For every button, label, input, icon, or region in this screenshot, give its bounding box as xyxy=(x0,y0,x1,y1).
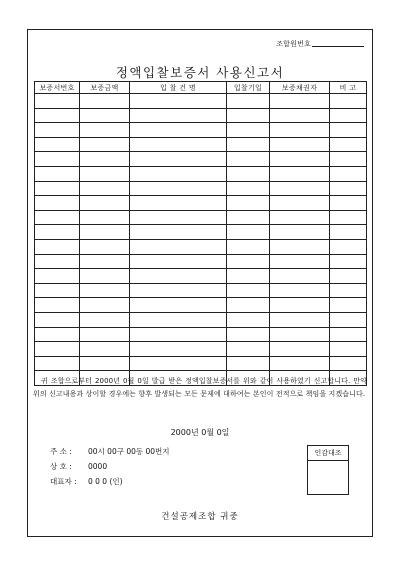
table-row xyxy=(35,283,367,298)
company-row xyxy=(50,459,170,474)
table-header-row xyxy=(35,82,367,94)
table-cell[interactable] xyxy=(227,123,270,138)
table-cell[interactable] xyxy=(330,327,367,342)
table-cell[interactable] xyxy=(330,342,367,357)
table-row xyxy=(35,298,367,313)
table-cell[interactable] xyxy=(130,166,227,181)
table-cell[interactable] xyxy=(227,94,270,109)
table-cell[interactable] xyxy=(227,196,270,211)
table-cell[interactable] xyxy=(270,269,330,284)
table-cell[interactable] xyxy=(330,298,367,313)
representative-value: 0 0 0 (인) xyxy=(88,477,123,486)
table-cell[interactable] xyxy=(330,123,367,138)
table-cell[interactable] xyxy=(80,196,130,211)
table-cell[interactable] xyxy=(130,269,227,284)
table-row xyxy=(35,225,367,240)
member-number-field xyxy=(276,39,364,49)
table-cell[interactable] xyxy=(35,312,80,327)
recipient-footer: 건설공제조합 귀중 xyxy=(161,512,239,522)
form-frame xyxy=(27,29,373,537)
table-cell[interactable] xyxy=(35,108,80,123)
table-row xyxy=(35,327,367,342)
table-cell[interactable] xyxy=(227,283,270,298)
table-cell[interactable] xyxy=(130,225,227,240)
member-number-label: 조합원번호 xyxy=(276,40,311,48)
usage-table xyxy=(34,81,367,386)
table-cell[interactable] xyxy=(270,298,330,313)
table-cell[interactable] xyxy=(130,327,227,342)
table-cell[interactable] xyxy=(80,327,130,342)
table-cell[interactable] xyxy=(330,196,367,211)
table-row xyxy=(35,137,367,152)
table-cell[interactable] xyxy=(130,152,227,167)
table-cell[interactable] xyxy=(35,254,80,269)
declaration-body: 귀 조합으로부터 2000년 0월 0일 발급 받은 정액입찰보증서를 위와 같이 사용하였기 신고합니다. 만약 위의 신고내용과 상이할 경우에는 향후 발생되는 모든 문제에 대하여는 본인이 전적으로 책임을 지겠습니다. xyxy=(33,377,367,398)
table-cell[interactable] xyxy=(227,298,270,313)
report-date: 2000년 0월 0일 xyxy=(170,428,230,437)
table-cell[interactable] xyxy=(270,225,330,240)
table-cell[interactable] xyxy=(270,196,330,211)
table-cell[interactable] xyxy=(35,356,80,371)
table-cell[interactable] xyxy=(270,356,330,371)
table-cell[interactable] xyxy=(80,342,130,357)
member-number-blank[interactable] xyxy=(312,46,364,47)
table-row xyxy=(35,94,367,109)
table-cell[interactable] xyxy=(130,342,227,357)
table-row xyxy=(35,108,367,123)
table-cell[interactable] xyxy=(270,283,330,298)
table-cell[interactable] xyxy=(35,152,80,167)
table-body xyxy=(35,94,367,386)
table-cell[interactable] xyxy=(80,298,130,313)
table-cell[interactable] xyxy=(80,254,130,269)
table-cell[interactable] xyxy=(330,181,367,196)
table-cell[interactable] xyxy=(330,137,367,152)
seal-verification-label: 인감대조 xyxy=(308,446,348,461)
address-label: 주 소 : xyxy=(50,447,72,456)
table-cell[interactable] xyxy=(130,356,227,371)
table-row xyxy=(35,254,367,269)
applicant-info xyxy=(50,444,170,489)
table-cell[interactable] xyxy=(227,225,270,240)
table-cell[interactable] xyxy=(130,298,227,313)
table-cell[interactable] xyxy=(80,312,130,327)
table-cell[interactable] xyxy=(130,108,227,123)
table-cell[interactable] xyxy=(330,254,367,269)
table-row xyxy=(35,356,367,371)
table-cell[interactable] xyxy=(35,327,80,342)
table-cell[interactable] xyxy=(80,94,130,109)
table-cell[interactable] xyxy=(330,312,367,327)
table-row xyxy=(35,152,367,167)
representative-row xyxy=(50,474,170,489)
table-cell[interactable] xyxy=(80,137,130,152)
table-cell[interactable] xyxy=(130,254,227,269)
table-cell[interactable] xyxy=(80,166,130,181)
table-cell[interactable] xyxy=(130,210,227,225)
header-creditor: 보증채권자 xyxy=(270,82,330,94)
table-cell[interactable] xyxy=(130,123,227,138)
table-cell[interactable] xyxy=(270,210,330,225)
table-cell[interactable] xyxy=(270,137,330,152)
table-cell[interactable] xyxy=(35,196,80,211)
table-row xyxy=(35,342,367,357)
table-cell[interactable] xyxy=(80,123,130,138)
form-title: 정액입찰보증서 사용신고서 xyxy=(115,65,285,80)
table-cell[interactable] xyxy=(35,210,80,225)
header-bid-date: 입찰기일 xyxy=(227,82,270,94)
table-cell[interactable] xyxy=(35,269,80,284)
address-row xyxy=(50,444,170,459)
table-cell[interactable] xyxy=(35,181,80,196)
table-cell[interactable] xyxy=(227,239,270,254)
table-cell[interactable] xyxy=(330,283,367,298)
table-cell[interactable] xyxy=(80,210,130,225)
company-label: 상 호 : xyxy=(50,462,72,471)
table-cell[interactable] xyxy=(227,108,270,123)
table-cell[interactable] xyxy=(227,210,270,225)
table-cell[interactable] xyxy=(330,356,367,371)
table-cell[interactable] xyxy=(330,239,367,254)
table-cell[interactable] xyxy=(270,108,330,123)
table-cell[interactable] xyxy=(35,283,80,298)
table-cell[interactable] xyxy=(227,356,270,371)
table-cell[interactable] xyxy=(270,312,330,327)
table-cell[interactable] xyxy=(130,239,227,254)
table-cell[interactable] xyxy=(330,210,367,225)
table-cell[interactable] xyxy=(227,137,270,152)
table-cell[interactable] xyxy=(270,123,330,138)
table-cell[interactable] xyxy=(80,108,130,123)
table-cell[interactable] xyxy=(80,239,130,254)
table-row xyxy=(35,269,367,284)
table-cell[interactable] xyxy=(227,152,270,167)
table-cell[interactable] xyxy=(330,269,367,284)
header-remarks: 비 고 xyxy=(330,82,367,94)
seal-verification-box xyxy=(307,445,349,495)
table-cell[interactable] xyxy=(270,152,330,167)
table-cell[interactable] xyxy=(330,166,367,181)
table-cell[interactable] xyxy=(330,94,367,109)
table-cell[interactable] xyxy=(330,152,367,167)
table-cell[interactable] xyxy=(80,152,130,167)
declaration-text xyxy=(33,375,367,400)
table-cell[interactable] xyxy=(80,225,130,240)
table-row xyxy=(35,312,367,327)
table-cell[interactable] xyxy=(35,123,80,138)
table-cell[interactable] xyxy=(35,239,80,254)
table-cell[interactable] xyxy=(270,94,330,109)
company-value: 0000 xyxy=(88,462,108,471)
table-cell[interactable] xyxy=(130,137,227,152)
table-cell[interactable] xyxy=(227,312,270,327)
table-cell[interactable] xyxy=(35,94,80,109)
table-cell[interactable] xyxy=(130,196,227,211)
table-cell[interactable] xyxy=(130,312,227,327)
table-cell[interactable] xyxy=(330,108,367,123)
header-guarantee-no: 보증서번호 xyxy=(35,82,80,94)
header-bid-name: 입 찰 건 명 xyxy=(130,82,227,94)
table-cell[interactable] xyxy=(270,166,330,181)
table-cell[interactable] xyxy=(130,181,227,196)
table-row xyxy=(35,239,367,254)
table-cell[interactable] xyxy=(80,283,130,298)
table-cell[interactable] xyxy=(227,181,270,196)
table-cell[interactable] xyxy=(35,298,80,313)
table-cell[interactable] xyxy=(227,254,270,269)
table-cell[interactable] xyxy=(80,269,130,284)
table-cell[interactable] xyxy=(330,225,367,240)
table-cell[interactable] xyxy=(227,166,270,181)
table-cell[interactable] xyxy=(227,269,270,284)
table-cell[interactable] xyxy=(270,342,330,357)
table-row xyxy=(35,123,367,138)
table-cell[interactable] xyxy=(227,327,270,342)
table-cell[interactable] xyxy=(270,254,330,269)
table-cell[interactable] xyxy=(130,94,227,109)
table-cell[interactable] xyxy=(35,166,80,181)
table-cell[interactable] xyxy=(227,342,270,357)
header-guarantee-amount: 보증금액 xyxy=(80,82,130,94)
table-cell[interactable] xyxy=(270,327,330,342)
table-cell[interactable] xyxy=(270,181,330,196)
address-value: 00시 00구 00동 00번지 xyxy=(88,447,170,456)
table-row xyxy=(35,166,367,181)
representative-label: 대표자 : xyxy=(50,477,77,486)
table-cell[interactable] xyxy=(80,181,130,196)
table-cell[interactable] xyxy=(35,342,80,357)
table-row xyxy=(35,181,367,196)
table-cell[interactable] xyxy=(35,225,80,240)
table-cell[interactable] xyxy=(270,239,330,254)
table-row xyxy=(35,196,367,211)
table-cell[interactable] xyxy=(35,137,80,152)
table-cell[interactable] xyxy=(130,283,227,298)
table-cell[interactable] xyxy=(80,356,130,371)
table-row xyxy=(35,210,367,225)
